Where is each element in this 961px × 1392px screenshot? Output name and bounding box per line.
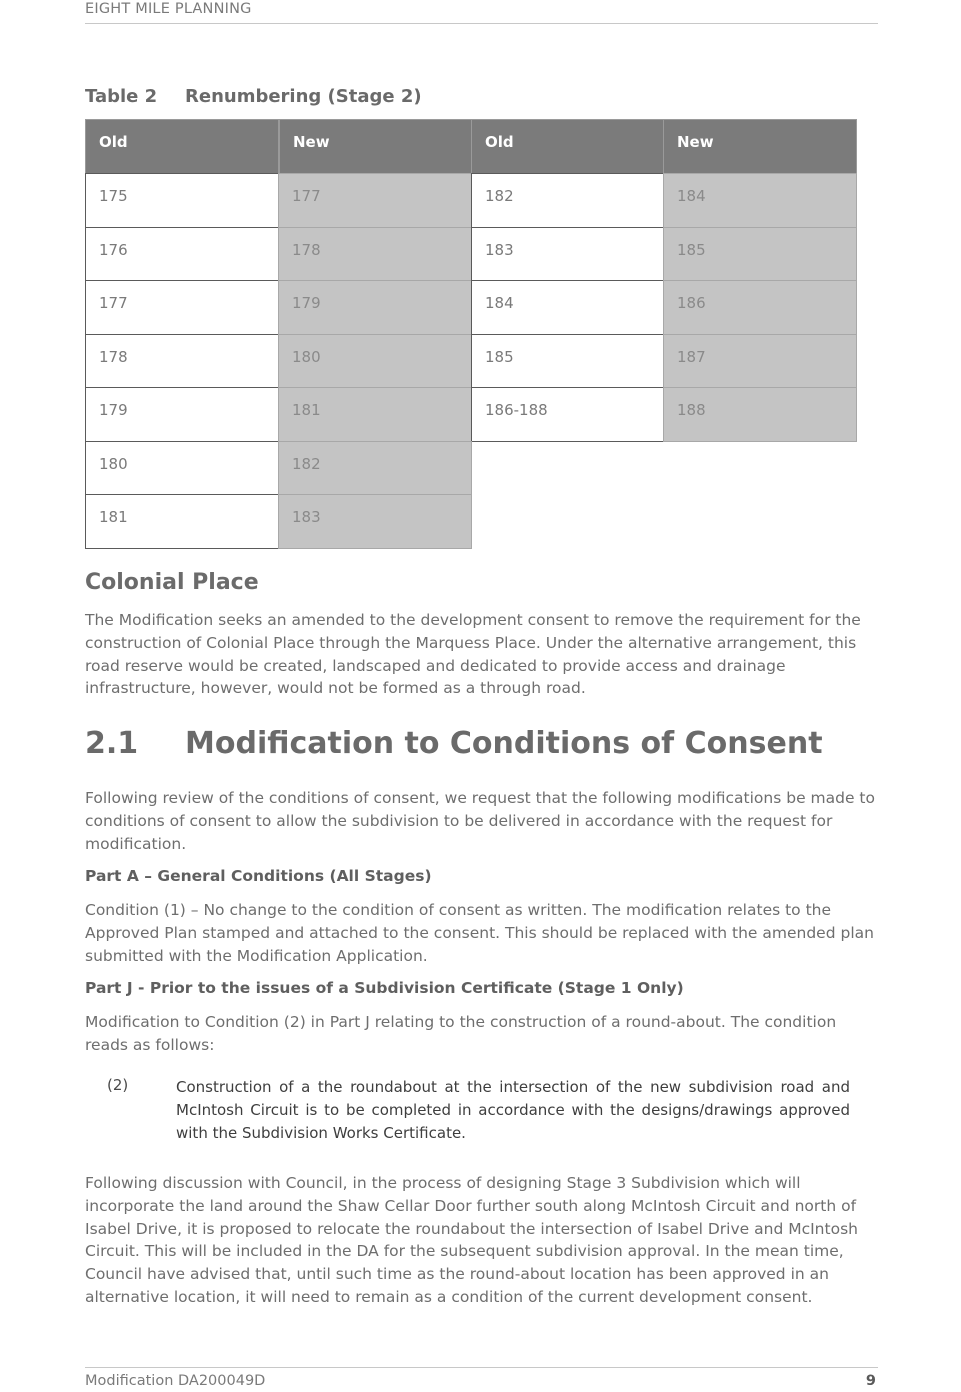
table-cell-old: 178 — [85, 334, 279, 389]
table-cell-new: 187 — [663, 334, 857, 389]
table-cell-old: 182 — [471, 173, 664, 228]
table-cell-new: 180 — [278, 334, 472, 389]
table-cell-old: 177 — [85, 280, 279, 335]
section-number: 2.1 — [85, 726, 139, 761]
table-cell-old: 186-188 — [471, 387, 664, 442]
table-header-cell: Old — [85, 119, 279, 174]
closing-paragraph: Following discussion with Council, in the process of designing Stage 3 Subdivision which will incorporate the land around the Shaw Cellar Door further south along McIntosh Circuit and north of Isabel Drive, it is proposed to relocate the roundabout the intersection of Isabel Drive and McIntosh Circuit. This will be included in the DA for the subsequent subdivision approval. In the mean time, Council have advised that, until such time as the round-about location has been approved in an alternative location, it will need to remain as a condition of the current development consent. — [85, 1174, 858, 1306]
table-cell-new: 186 — [663, 280, 857, 335]
page-number: 9 — [865, 1373, 876, 1389]
table-cell-new: 178 — [278, 227, 472, 282]
table-cell-new: 185 — [663, 227, 857, 282]
part-j-paragraph: Modification to Condition (2) in Part J relating to the construction of a round-about. The condition reads as follows: — [85, 1013, 837, 1054]
part-a-heading: Part A – General Conditions (All Stages) — [85, 867, 432, 885]
table-title: Renumbering (Stage 2) — [185, 86, 422, 107]
table-cell-new: 181 — [278, 387, 472, 442]
table-cell-old: 176 — [85, 227, 279, 282]
table-cell-new: 177 — [278, 173, 472, 228]
condition-number: (2) — [107, 1076, 129, 1094]
colonial-place-paragraph: The Modification seeks an amended to the development consent to remove the requirement for the construction of Colonial Place through the Marquess Place. Under the alternative arrangement, this road reserve would be created, landscaped and dedicated to provide access and drainage infrastructure, however, would not be formed as a through road. — [85, 611, 861, 698]
part-a-paragraph: Condition (1) – No change to the condition of consent as written. The modification relates to the Approved Plan stamped and attached to the consent. This should be replaced with the amended plan submitted with the Modification Application. — [85, 901, 874, 965]
condition-quote: Construction of a the roundabout at the intersection of the new subdivision road and McIntosh Circuit is to be completed in accordance with the designs/drawings approved with the Subdivision Works Certificate. — [176, 1078, 850, 1142]
table-cell-old: 185 — [471, 334, 664, 389]
table-cell-old: 181 — [85, 494, 279, 549]
renumbering-table — [85, 119, 857, 549]
table-cell-new: 188 — [663, 387, 857, 442]
table-cell-old: 184 — [471, 280, 664, 335]
running-header: EIGHT MILE PLANNING — [85, 0, 878, 24]
document-reference: Modification DA200049D — [85, 1373, 266, 1389]
page-footer — [85, 1367, 878, 1389]
section-heading — [85, 726, 823, 761]
table-cell-old: 179 — [85, 387, 279, 442]
table-cell-new: 184 — [663, 173, 857, 228]
part-j-heading: Part J - Prior to the issues of a Subdivision Certificate (Stage 1 Only) — [85, 979, 684, 997]
table-cell-new: 182 — [278, 441, 472, 496]
table-cell-new: 183 — [278, 494, 472, 549]
table-cell-old: 180 — [85, 441, 279, 496]
table-header-cell: Old — [471, 119, 664, 174]
table-cell-old: 183 — [471, 227, 664, 282]
table-number: Table 2 — [85, 86, 158, 107]
table-header-cell: New — [279, 119, 472, 174]
section-title: Modification to Conditions of Consent — [185, 726, 823, 761]
table-cell-old: 175 — [85, 173, 279, 228]
table-header-cell: New — [663, 119, 857, 174]
section-intro-paragraph: Following review of the conditions of consent, we request that the following modifications be made to conditions of consent to allow the subdivision to be delivered in accordance with the request for modification. — [85, 789, 875, 853]
table-cell-new: 179 — [278, 280, 472, 335]
table-caption — [85, 86, 422, 107]
colonial-place-heading: Colonial Place — [85, 570, 259, 595]
